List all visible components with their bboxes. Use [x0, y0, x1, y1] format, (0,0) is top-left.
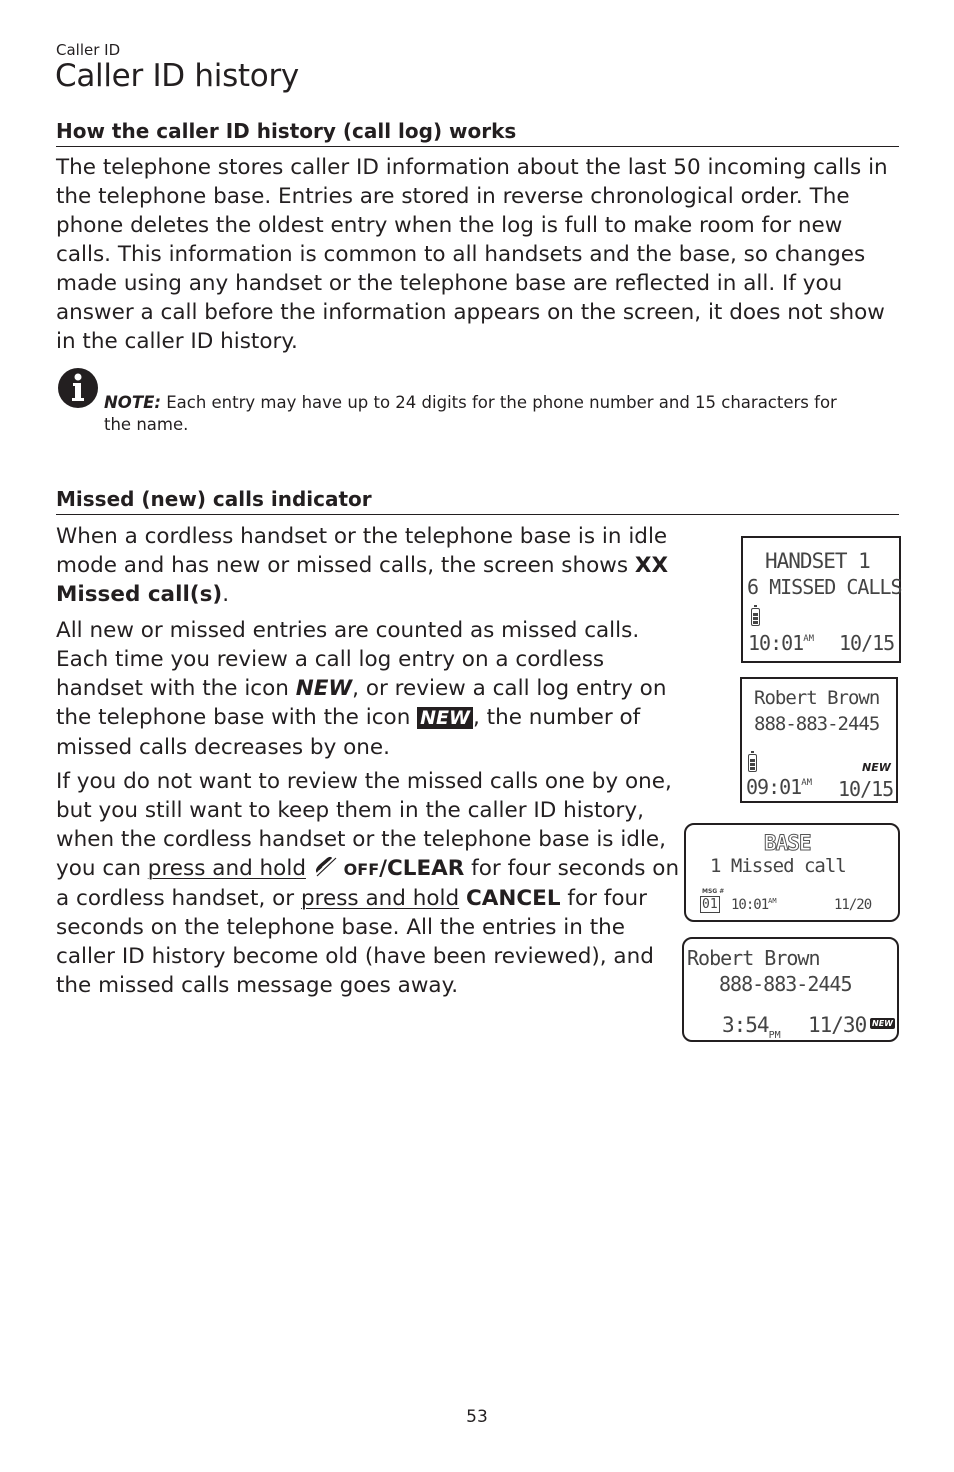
phone-off-icon [313, 855, 337, 877]
screen-line-base: BASE [764, 831, 811, 855]
new-icon: NEW [862, 761, 891, 774]
base-entry-screen [682, 937, 899, 1042]
missed-calls-paragraph-1: When a cordless handset or the telephone base is in idle mode and has new or missed calls, the screen shows XX Missed call(s). [56, 524, 669, 607]
new-icon-handset: NEW [295, 676, 353, 701]
clear-label: /CLEAR [379, 856, 465, 881]
call-log-description: The telephone stores caller ID information about the last 50 incoming calls in the telephone base. Entries are stored in reverse chronological order. The phone deletes the oldest entry when the log is full to make room for new calls. This information is common to all handsets and the base, so changes made using any handset or the telephone base are reflected in all. If you answer a call before the information appears on the screen, it does not show in the caller ID history. [56, 155, 888, 354]
caller-number: 888-883-2445 [754, 713, 880, 735]
screen-date: 10/15 [839, 631, 895, 655]
handset-entry-screen [740, 677, 898, 803]
screen-line-handset: HANDSET 1 [765, 549, 870, 573]
off-label: OFF [343, 860, 380, 879]
battery-icon [748, 754, 757, 772]
caller-number: 888-883-2445 [719, 972, 852, 996]
screen-date: 10/15 [838, 777, 894, 801]
new-icon-base: NEW [417, 707, 473, 729]
press-and-hold-text-2: press and hold [300, 886, 460, 911]
page-number: 53 [466, 1407, 488, 1427]
note-label: NOTE: [104, 393, 161, 412]
screen-date: 11/30 [808, 1013, 867, 1037]
info-icon [57, 367, 99, 409]
cancel-label: CANCEL [465, 886, 561, 911]
battery-icon [751, 608, 760, 626]
screen-line-missed-calls: 6 MISSED CALLS [747, 575, 902, 599]
base-idle-screen [684, 823, 900, 922]
page-title: Caller ID history [55, 58, 299, 94]
caller-name: Robert Brown [687, 946, 820, 970]
breadcrumb: Caller ID [56, 41, 121, 59]
section-heading-call-log: How the caller ID history (call log) works [56, 119, 899, 147]
section-heading-missed-calls: Missed (new) calls indicator [56, 487, 899, 515]
press-and-hold-text: press and hold [147, 856, 306, 881]
caller-name: Robert Brown [754, 687, 880, 709]
note-text: Each entry may have up to 24 digits for the phone number and 15 characters for the name. [104, 393, 837, 434]
screen-date: 11/20 [834, 897, 872, 913]
missed-calls-paragraph-2: All new or missed entries are counted as missed calls. Each time you review a call log entry on a cordless handset with the icon NEW, or review a call log entry on the telephone base with the icon NEW , the number of missed calls decreases by one. [56, 618, 667, 760]
message-count: 01 [702, 897, 718, 912]
screen-time: $09:01^{AM}$ [746, 775, 813, 799]
screen-line-missed-call: 1 Missed call [710, 855, 846, 877]
msg-label: MSG # [702, 888, 725, 895]
screen-time: $10:01^{AM}$ [731, 897, 777, 913]
note [104, 392, 864, 436]
missed-calls-paragraph-3: If you do not want to review the missed calls one by one, but you still want to keep them in the caller ID history, when the cordless handset or the telephone base is idle, you can press and hold OFF/CLEAR for four seconds on a cordless handset, or press and hold CANCEL for four seconds on the telephone base. All the entries in the caller ID history become old (have been reviewed), and the missed calls message goes away. [56, 769, 680, 998]
screen-time: $10:01^{AM}$ [748, 631, 815, 655]
screen-time: $3:54_{PM}$ [722, 1013, 781, 1041]
missed-calls-label: XX Missed call(s) [56, 553, 669, 607]
new-icon: NEW [872, 1019, 893, 1028]
handset-idle-screen [741, 536, 901, 663]
